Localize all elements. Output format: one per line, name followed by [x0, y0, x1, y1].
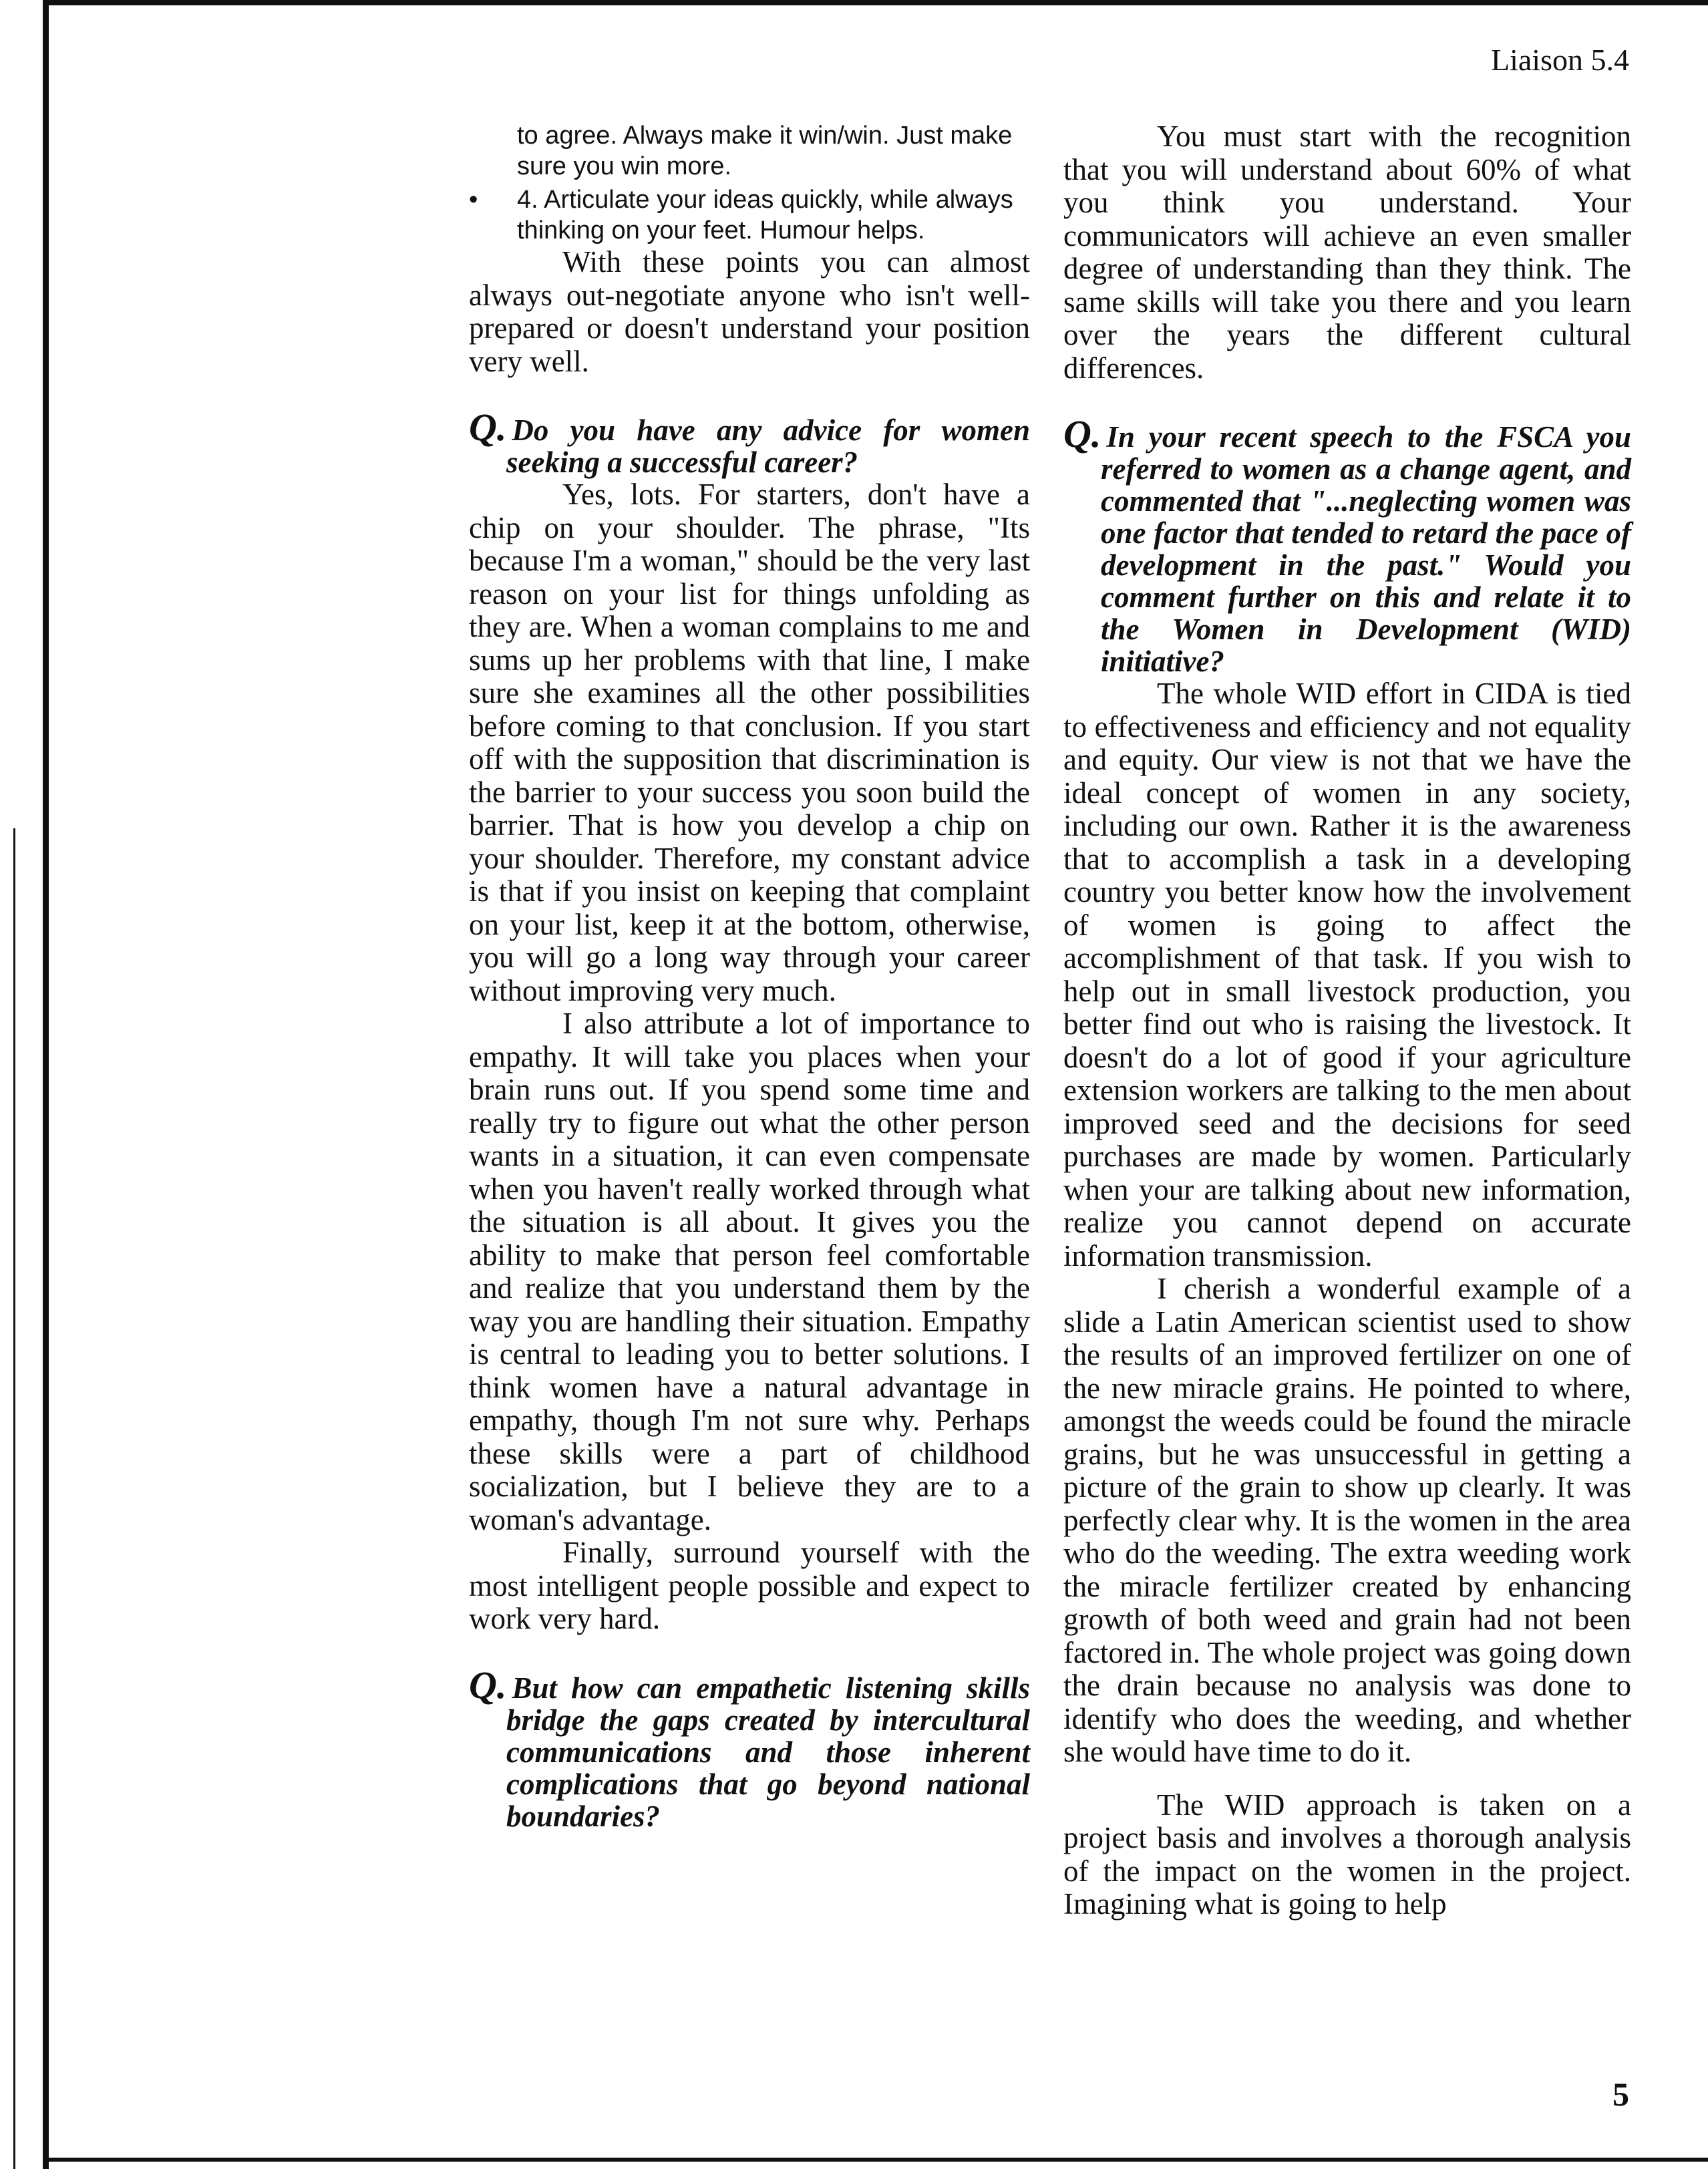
answer-paragraph: You must start with the recognition that you will understand about 60% of what you think you understand. Your communicators will achieve an even smaller degree of understanding than they think. The same skills will take you there and you learn over the years the different cultural differences.	[1063, 120, 1631, 385]
bottom-border-rule	[43, 2158, 1708, 2162]
left-column	[469, 120, 1030, 1832]
question-marker: Q.	[469, 1663, 507, 1707]
paragraph-conclusion: With these points you can almost always out-negotiate anyone who isn't well-prepared or doesn't understand your position very well.	[469, 245, 1030, 378]
bullet-marker: •	[469, 186, 478, 214]
answer-paragraph: I also attribute a lot of importance to empathy. It will take you places when your brain runs out. If you spend some time and really try to figure out what the other person wants in a situation, it can even compensate when you haven't really worked through what the situation is all about. It gives you the ability to make that person feel comfortable and realize that you understand them by the way you are handling their situation. Empathy is central to leading you to better solutions. I think women have a natural advantage in empathy, though I'm not sure why. Perhaps these skills were a part of childhood socialization, but I believe they are to a woman's advantage.	[469, 1007, 1030, 1536]
answer-paragraph: I cherish a wonderful example of a slide a Latin American scientist used to show the results of an improved fertilizer on one of the new miracle grains. He pointed to where, amongst the weeds could be found the miracle grains, but he was unsuccessful in getting a picture of the grain to show up clearly. It was perfectly clear why. It is the women in the area who do the weeding. The extra weeding work the miracle fertilizer created by enhancing growth of both weed and grain had not been factored in. The whole project was going down the drain because no analysis was done to identify who does the weeding, and whether she would have time to do it.	[1063, 1272, 1631, 1768]
right-column	[1063, 120, 1631, 1921]
continuation-text: to agree. Always make it win/win. Just make sure you win more.	[517, 122, 1013, 180]
question-heading	[469, 1663, 1030, 1833]
question-text: Do you have any advice for women seeking a successful career?	[506, 413, 1030, 479]
page-number: 5	[1612, 2075, 1629, 2113]
question-text: But how can empathetic listening skills bridge the gaps created by intercultural communications and those inherent complications that go beyond national boundaries?	[506, 1671, 1030, 1833]
answer-paragraph: Yes, lots. For starters, don't have a chip on your shoulder. The phrase, "Its because I'm a woman," should be the very last reason on your list for things unfolding as they are. When a woman complains to me and sums up her problems with that line, I make sure she examines all the other possibilities before coming to that conclusion. If you start off with the supposition that discrimination is the barrier to your success you soon build the barrier. That is how you develop a chip on your shoulder. Therefore, my constant advice is that if you insist on keeping that complaint on your list, keep it at the bottom, otherwise, you will go a long way through your career without improving very much.	[469, 478, 1030, 1007]
left-border-rule	[43, 0, 49, 2169]
bullet-point	[469, 184, 1030, 246]
question-heading	[1063, 412, 1631, 678]
answer-paragraph: The whole WID effort in CIDA is tied to effectiveness and efficiency and not equality and equity. Our view is not that we have the ideal concept of women in any society, including our own. Rather it is the awareness that to accomplish a task in a developing country you better know how the involvement of women is going to affect the accomplishment of that task. If you wish to help out in small livestock production, you better find out who is raising the livestock. It doesn't do a lot of good if your agriculture extension workers are talking to the men about improved seed and the decisions for seed purchases are made by women. Particularly when your are talking about new information, realize you cannot depend on accurate information transmission.	[1063, 677, 1631, 1273]
question-marker: Q.	[1063, 412, 1101, 456]
question-marker: Q.	[469, 405, 507, 449]
top-border-rule	[43, 0, 1708, 5]
answer-paragraph: The WID approach is taken on a project basis and involves a thorough analysis of the impact on the women in the project. Imagining what is going to help	[1063, 1788, 1631, 1921]
question-text: In your recent speech to the FSCA you referred to women as a change agent, and commented that "...neglecting women was one factor that tended to retard the pace of development in the past." Would you comment further on this and relate it to the Women in Development (WID) initiative?	[1101, 420, 1631, 678]
question-heading	[469, 405, 1030, 479]
binding-edge-line	[13, 828, 15, 2169]
answer-paragraph: Finally, surround yourself with the most intelligent people possible and expect to work very hard.	[469, 1536, 1030, 1635]
running-head: Liaison 5.4	[1491, 43, 1629, 77]
bullet-text: 4. Articulate your ideas quickly, while always thinking on your feet. Humour helps.	[517, 186, 1013, 244]
